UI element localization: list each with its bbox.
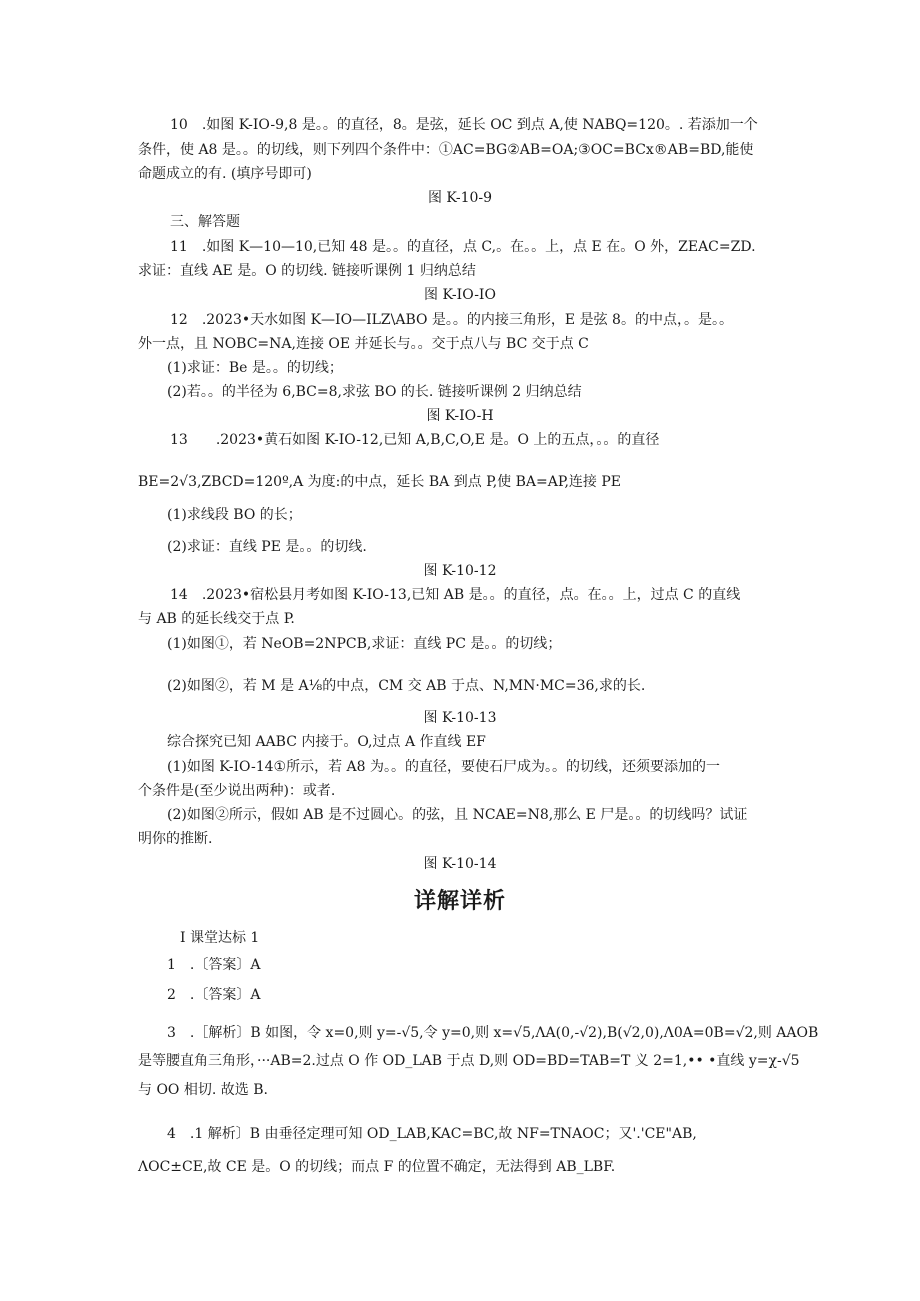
figure-caption-k-10-10: 图 K-IO-IO bbox=[424, 287, 496, 303]
answers-header: I 课堂达标 1 bbox=[180, 930, 260, 946]
q11-line-1: 11 .如图 K—10—10,已知 48 是。。的直径，点 C,。在。。上，点 E 在。O 外，ZEAC=ZD. bbox=[170, 239, 756, 255]
q12-line-2: 外一点，且 NOBC=NA,连接 OE 并延长与。。交于点八与 BC 交于点 C bbox=[138, 336, 589, 352]
q13-line-2: BE=2√3,ZBCD=120º,A 为度:的中点，延长 BA 到点 P,使 BA=AP,连接 PE bbox=[138, 474, 621, 490]
q15-part-2-line-2: 明你的推断. bbox=[138, 831, 213, 847]
q12-part-1: (1)求证：Be 是。。的切线； bbox=[167, 360, 343, 376]
q13-part-1: (1)求线段 BO 的长； bbox=[167, 507, 302, 523]
figure-caption-k-10-11: 图 K-IO-H bbox=[426, 408, 494, 424]
answer-3-line-2: 是等腰直角三角形，···AB=2.过点 O 作 OD_LAB 于点 D,则 OD=BD=TAB=T 义 2=1,•• •直线 y=χ-√5 bbox=[138, 1053, 800, 1069]
q14-line-1: 14 .2023•宿松县月考如图 K-IO-13,已知 AB 是。。的直径，点。在。。上，过点 C 的直线 bbox=[170, 587, 741, 603]
answer-2: 2 .〔答案〕A bbox=[167, 987, 261, 1003]
q15-part-1-line-1: (1)如图 K-IO-14①所示，若 A8 为。。的直径，要使石尸成为。。的切线，还须要添加的一 bbox=[167, 759, 720, 775]
figure-caption-k-10-9: 图 K-10-9 bbox=[427, 190, 493, 206]
q13-part-2: (2)求证：直线 PE 是。。的切线. bbox=[167, 539, 367, 555]
answer-3-line-1: 3 .［解析〕B 如图，令 x=0,则 y=-√5,令 y=0,则 x=√5,ΛA(0,-√2),B(√2,0),Λ0A=0B=√2,则 AAOB bbox=[167, 1025, 819, 1041]
q10-line-3: 命题成立的有. (填序号即可) bbox=[138, 166, 312, 182]
answer-3-line-3: 与 OO 相切. 故选 B. bbox=[138, 1082, 268, 1098]
q11-line-2: 求证：直线 AE 是。O 的切线. 链接听课例 1 归纳总结 bbox=[138, 263, 476, 279]
answer-4-line-1: 4 .1 解析〕B 由垂径定理可知 OD_LAB,KAC=BC,故 NF=TNAOC；又'.'CE"AB, bbox=[167, 1126, 697, 1142]
q12-part-2: (2)若。。的半径为 6,BC=8,求弦 BO 的长. 链接听课例 2 归纳总结 bbox=[167, 384, 582, 400]
section-heading-solutions: 三、解答题 bbox=[170, 214, 240, 230]
figure-caption-k-10-14: 图 K-10-14 bbox=[423, 856, 497, 872]
q10-line-2: 条件，使 A8 是。。的切线，则下列四个条件中：①AC=BG②AB=OA;③OC=BCx®AB=BD,能使 bbox=[138, 142, 754, 158]
q15-part-2-line-1: (2)如图②所示，假如 AB 是不过圆心。的弦，且 NCAE=N8,那么 E 尸是。。的切线吗？试证 bbox=[167, 807, 748, 823]
answers-title: 详解详析 bbox=[413, 889, 506, 914]
q10-line-1: 10 .如图 K-IO-9,8 是。。的直径，8。是弦，延长 OC 到点 A,使 NABQ=120。. 若添加一个 bbox=[170, 117, 758, 133]
answer-1: 1 .〔答案〕A bbox=[167, 957, 261, 973]
q14-line-2: 与 AB 的延长线交于点 P. bbox=[138, 611, 295, 627]
figure-caption-k-10-12: 图 K-10-12 bbox=[423, 563, 497, 579]
q13-line-1: 13 .2023•黄石如图 K-IO-12,已知 A,B,C,O,E 是。O 上的五点，。。的直径 bbox=[170, 432, 660, 448]
answer-4-line-2: ΛOC±CE,故 CE 是。O 的切线；而点 F 的位置不确定，无法得到 AB_LBF. bbox=[138, 1159, 616, 1175]
q14-part-1: (1)如图①，若 NeOB=2NPCB,求证：直线 PC 是。。的切线； bbox=[167, 636, 562, 652]
figure-caption-k-10-13: 图 K-10-13 bbox=[423, 710, 497, 726]
q15-part-1-line-2: 个条件是(至少说出两种)：或者. bbox=[138, 783, 336, 799]
q14-part-2: (2)如图②，若 M 是 A⅛的中点，CM 交 AB 于点、N,MN·MC=36,求的长. bbox=[167, 678, 646, 694]
q15-line-1: 综合探究已知 AABC 内接于。O,过点 A 作直线 EF bbox=[167, 734, 486, 750]
q12-line-1: 12 .2023•天水如图 K—IO—ILZ\ABO 是。。的内接三角形，E 是弦 8。的中点，。是。。 bbox=[170, 312, 733, 328]
